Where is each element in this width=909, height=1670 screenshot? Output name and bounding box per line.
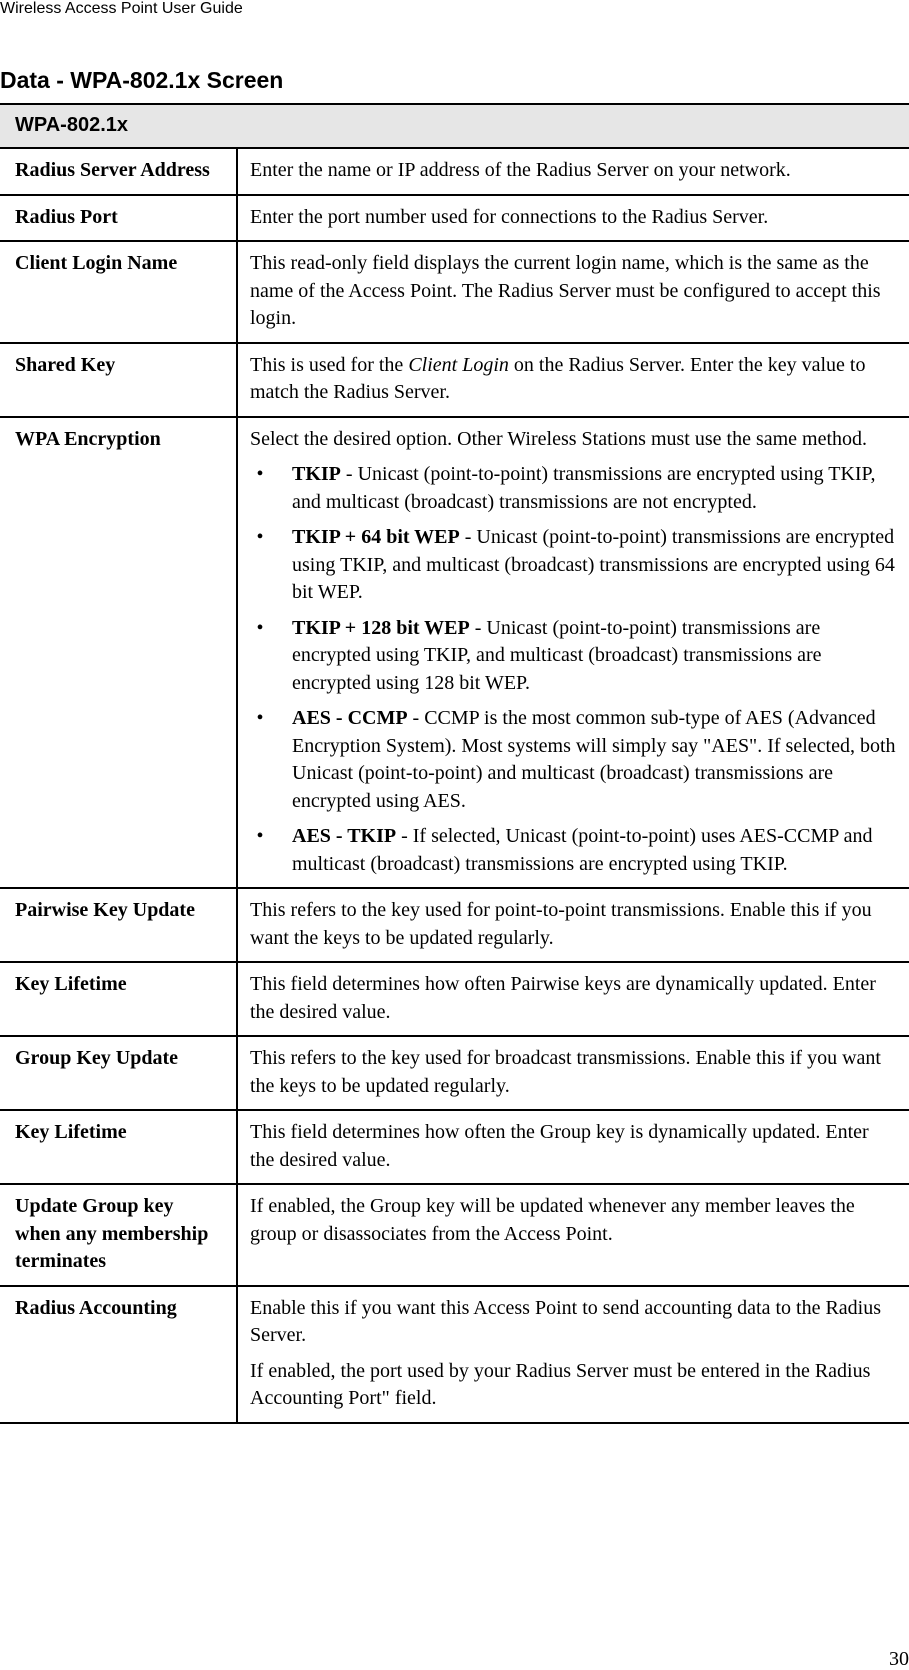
option-text: - If selected, Unicast (point-to-point) uses AES-CCMP and multicast (broadcast) transmissions are encrypted using TKIP. (292, 825, 873, 875)
row-description (237, 417, 909, 889)
table-heading: WPA-802.1x (0, 104, 909, 148)
bullet-icon: • (256, 825, 264, 847)
bullet-icon: • (256, 463, 264, 485)
encryption-option-tkip-128-wep (250, 615, 897, 698)
table-row (0, 195, 909, 242)
row-label-group-key-lifetime: Key Lifetime (0, 1110, 237, 1184)
table-row (0, 888, 909, 962)
option-text: - CCMP is the most common sub-type of AES (Advanced Encryption System). Most systems will simply say "AES". If selected, both Unicast (point-to-point) and multicast (broadcast) transmissions are encrypted using AES. (292, 707, 896, 812)
bullet-icon: • (256, 707, 264, 729)
row-description: If enabled, the Group key will be updated whenever any member leaves the group or disassociates from the Access Point. (237, 1184, 909, 1286)
option-name: TKIP + 128 bit WEP (292, 616, 470, 639)
page-number: 30 (889, 1648, 909, 1670)
option-name: AES - CCMP (292, 707, 408, 729)
row-description (237, 1286, 909, 1423)
desc-paragraph: Enable this if you want this Access Point to send accounting data to the Radius Server. (250, 1296, 882, 1346)
table-row (0, 148, 909, 195)
encryption-option-aes-ccmp (250, 705, 897, 815)
row-description: This refers to the key used for broadcast transmissions. Enable this if you want the keys to be updated regularly. (237, 1036, 909, 1110)
option-name: TKIP (292, 463, 341, 485)
option-name: AES - TKIP (292, 825, 397, 847)
table-row (0, 1286, 909, 1423)
running-header: Wireless Access Point User Guide (0, 0, 243, 17)
encryption-option-aes-tkip (250, 823, 897, 878)
client-login-emphasis: Client Login (408, 353, 509, 376)
table-row (0, 343, 909, 417)
row-description: This read-only field displays the current login name, which is the same as the name of the Access Point. The Radius Server must be configured to accept this login. (237, 241, 909, 343)
bullet-icon: • (256, 616, 264, 639)
row-label-pairwise-key-lifetime: Key Lifetime (0, 962, 237, 1036)
option-name: TKIP + 64 bit WEP (292, 526, 460, 548)
page-title: Data - WPA-802.1x Screen (0, 67, 284, 93)
encryption-option-tkip (250, 461, 897, 516)
table-row (0, 417, 909, 889)
row-description (237, 343, 909, 417)
row-description: Enter the port number used for connections to the Radius Server. (237, 195, 909, 242)
table-row (0, 1184, 909, 1286)
table-row (0, 241, 909, 343)
table-row (0, 1110, 909, 1184)
bullet-icon: • (256, 526, 264, 548)
row-description: This refers to the key used for point-to-point transmissions. Enable this if you want the keys to be updated regularly. (237, 888, 909, 962)
desc-text: This is used for the (250, 353, 409, 376)
desc-text: on the Radius Server. Enter the key value to match the Radius Server. (250, 353, 866, 403)
option-text: - Unicast (point-to-point) transmissions are encrypted using TKIP, and multicast (broadcast) transmissions are encrypted using 128 bit WEP. (292, 616, 822, 694)
row-description: This field determines how often the Group key is dynamically updated. Enter the desired value. (237, 1110, 909, 1184)
row-label-client-login-name: Client Login Name (0, 241, 237, 343)
encryption-option-tkip-64-wep (250, 524, 897, 607)
option-text: - Unicast (point-to-point) transmissions are encrypted using TKIP, and multicast (broadcast) transmissions are not encrypted. (292, 463, 876, 513)
row-label-radius-accounting: Radius Accounting (0, 1286, 237, 1423)
row-label-radius-port: Radius Port (0, 195, 237, 242)
option-text: - Unicast (point-to-point) transmissions are encrypted using TKIP, and multicast (broadcast) transmissions are encrypted using 64 bit WEP. (292, 526, 895, 603)
row-label-update-group-key-on-termination: Update Group key when any membership terminates (0, 1184, 237, 1286)
row-label-shared-key: Shared Key (0, 343, 237, 417)
desc-paragraph: If enabled, the port used by your Radius Server must be entered in the Radius Accounting Port" field. (250, 1359, 871, 1409)
encryption-intro: Select the desired option. Other Wireless Stations must use the same method. (250, 427, 868, 450)
row-label-group-key-update: Group Key Update (0, 1036, 237, 1110)
row-label-radius-server-address: Radius Server Address (0, 148, 237, 195)
row-description: Enter the name or IP address of the Radius Server on your network. (237, 148, 909, 195)
table-header-row (0, 104, 909, 148)
wpa-8021x-settings-table (0, 103, 909, 1424)
table-row (0, 1036, 909, 1110)
table-row (0, 962, 909, 1036)
row-description: This field determines how often Pairwise keys are dynamically updated. Enter the desired value. (237, 962, 909, 1036)
row-label-wpa-encryption: WPA Encryption (0, 417, 237, 889)
row-label-pairwise-key-update: Pairwise Key Update (0, 888, 237, 962)
